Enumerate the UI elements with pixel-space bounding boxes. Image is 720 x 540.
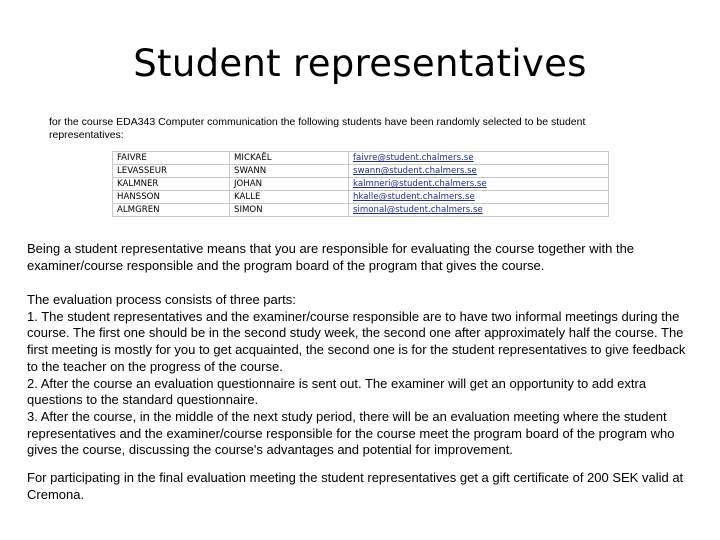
process-heading: The evaluation process consists of three parts: (27, 292, 296, 307)
email-link[interactable]: simonal@student.chalmers.se (353, 205, 483, 215)
table-row (113, 165, 609, 178)
first-name-cell: SWANN (230, 165, 349, 178)
email-cell (349, 178, 609, 191)
email-cell (349, 152, 609, 165)
email-cell (349, 204, 609, 217)
responsibility-paragraph: Being a student representative means that you are responsible for evaluating the course together with the examiner/course responsible and the program board of the program that gives the course. (27, 241, 635, 273)
table-row (113, 178, 609, 191)
process-step-3: 3. After the course, in the middle of the next study period, there will be an evaluation meeting where the student representatives and the examiner/course responsible for the course meet the program board of the program who gives the course, discussing the course's advantages and potential for improvement. (27, 408, 675, 458)
intro-text: for the course EDA343 Computer communication the following students have been randomly selected to be student representatives: (49, 116, 586, 141)
email-cell (349, 165, 609, 178)
first-name-cell: SIMON (230, 204, 349, 217)
first-name-cell: JOHAN (230, 178, 349, 191)
last-name-cell: FAIVRE (113, 152, 230, 165)
last-name-cell: LEVASSEUR (113, 165, 230, 178)
last-name-cell: KALMNER (113, 178, 230, 191)
table-row (113, 204, 609, 217)
page-title: Student representatives (133, 42, 587, 85)
process-step-2: 2. After the course an evaluation questionnaire is sent out. The examiner will get an opportunity to add extra questions to the standard questionnaire. (27, 375, 647, 408)
first-name-cell: MICKAËL (230, 152, 349, 165)
gift-certificate-paragraph: For participating in the final evaluation meeting the student representatives get a gift certificate of 200 SEK valid at Cremona. (27, 470, 684, 502)
email-link[interactable]: faivre@student.chalmers.se (353, 153, 474, 163)
table-row (113, 191, 609, 204)
student-table (112, 151, 609, 217)
first-name-cell: KALLE (230, 191, 349, 204)
evaluation-process-section (27, 292, 697, 459)
last-name-cell: HANSSON (113, 191, 230, 204)
email-link[interactable]: hkalle@student.chalmers.se (353, 192, 475, 202)
last-name-cell: ALMGREN (113, 204, 230, 217)
email-cell (349, 191, 609, 204)
table-row (113, 152, 609, 165)
process-step-1: 1. The student representatives and the examiner/course responsible are to have two informal meetings during the course. The first one should be in the second study week, the second one after approximately half the course. The first meeting is mostly for you to get acquainted, the second one is for the student representatives to give feedback to the teacher on the progress of the course. (27, 308, 686, 374)
email-link[interactable]: kalmneri@student.chalmers.se (353, 179, 487, 189)
email-link[interactable]: swann@student.chalmers.se (353, 166, 477, 176)
